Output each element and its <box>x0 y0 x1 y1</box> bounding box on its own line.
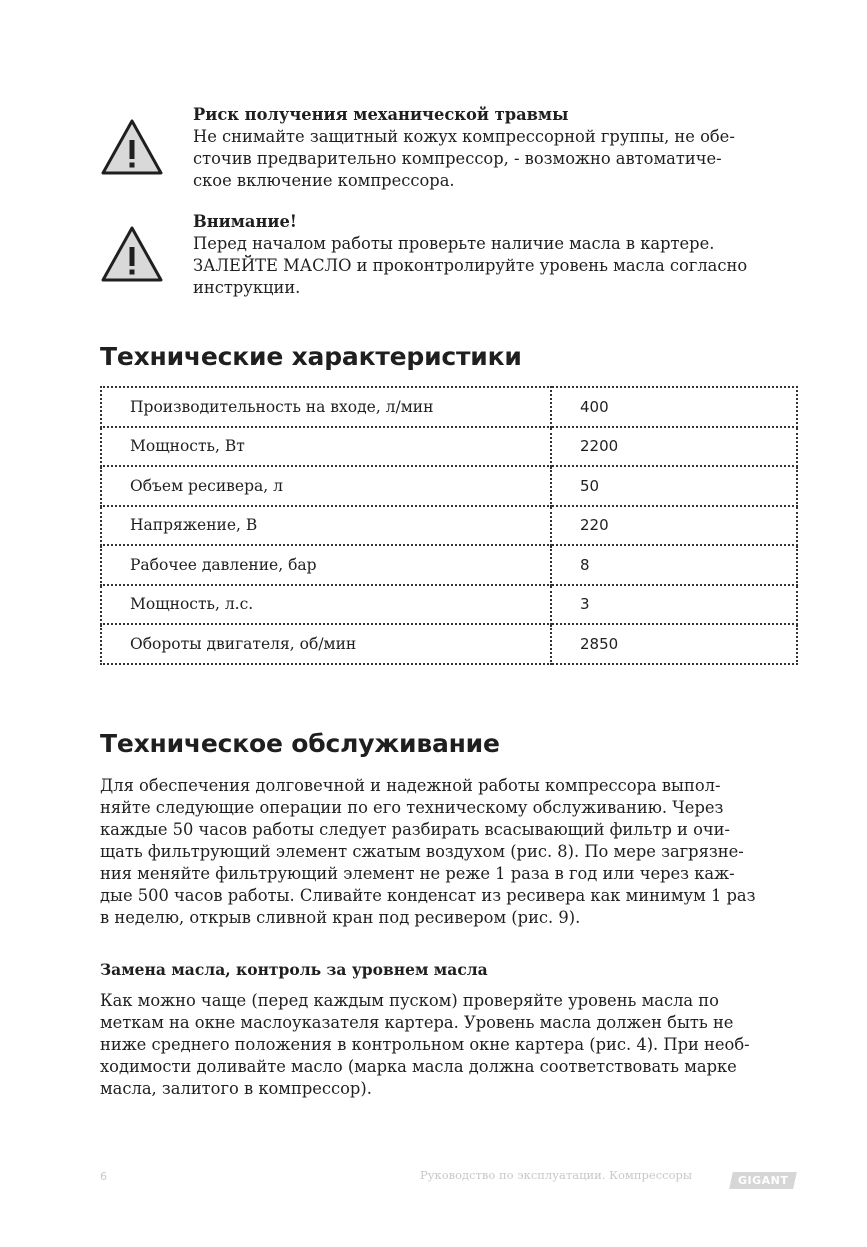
spec-value: 400 <box>551 387 797 427</box>
paragraph-line: меткам на окне маслоуказателя картера. Уровень масла должен быть не <box>100 1013 734 1032</box>
table-row <box>101 545 797 585</box>
paragraph-line: каждые 50 часов работы следует разбирать всасывающий фильтр и очи- <box>100 820 730 839</box>
spec-label: Напряжение, В <box>101 506 551 546</box>
spec-label: Объем ресивера, л <box>101 466 551 506</box>
spec-label: Производительность на входе, л/мин <box>101 387 551 427</box>
paragraph-line: ходимости доливайте масло (марка масла должна соответствовать марке <box>100 1057 737 1076</box>
warning-text <box>193 104 803 192</box>
spec-value: 2200 <box>551 427 797 467</box>
table-row <box>101 466 797 506</box>
paragraph-line: дые 500 часов работы. Сливайте конденсат из ресивера как минимум 1 раз <box>100 886 756 905</box>
spec-label: Мощность, л.с. <box>101 585 551 625</box>
table-row <box>101 427 797 467</box>
warning-line: Перед началом работы проверьте наличие масла в картере. <box>193 234 715 253</box>
oil-paragraph <box>100 990 800 1100</box>
paragraph-line: в неделю, открыв сливной кран под ресивером (рис. 9). <box>100 908 581 927</box>
paragraph-line: Как можно чаще (перед каждым пуском) проверяйте уровень масла по <box>100 991 719 1010</box>
spec-value: 220 <box>551 506 797 546</box>
warning-triangle-icon <box>100 225 164 283</box>
spec-value: 8 <box>551 545 797 585</box>
warning-line: инструкции. <box>193 278 301 297</box>
maintenance-heading: Техническое обслуживание <box>100 729 500 758</box>
brand-logo-text: GIGANT <box>737 1174 789 1187</box>
spec-value: 2850 <box>551 624 797 664</box>
table-row <box>101 624 797 664</box>
oil-subheading: Замена масла, контроль за уровнем масла <box>100 960 488 979</box>
specs-table <box>100 386 798 665</box>
specs-heading: Технические характеристики <box>100 342 522 371</box>
warning-triangle-icon <box>100 118 164 176</box>
table-row <box>101 387 797 427</box>
spec-label: Рабочее давление, бар <box>101 545 551 585</box>
paragraph-line: ниже среднего положения в контрольном окне картера (рис. 4). При необ- <box>100 1035 750 1054</box>
footer-title: Руководство по эксплуатации. Компрессоры <box>420 1168 693 1182</box>
warning-line: Не снимайте защитный кожух компрессорной группы, не обе- <box>193 127 735 146</box>
paragraph-line: няйте следующие операции по его техническому обслуживанию. Через <box>100 798 724 817</box>
page-number: 6 <box>100 1170 107 1183</box>
paragraph-line: щать фильтрующий элемент сжатым воздухом (рис. 8). По мере загрязне- <box>100 842 744 861</box>
warning-text <box>193 211 803 299</box>
warning-line: ское включение компрессора. <box>193 171 455 190</box>
brand-logo <box>729 1172 797 1189</box>
warning-line: сточив предварительно компрессор, - возможно автоматиче- <box>193 149 722 168</box>
spec-label: Обороты двигателя, об/мин <box>101 624 551 664</box>
warning-line: ЗАЛЕЙТЕ МАСЛО и проконтролируйте уровень масла согласно <box>193 256 748 275</box>
paragraph-line: масла, залитого в компрессор). <box>100 1079 372 1098</box>
maintenance-paragraph <box>100 775 800 929</box>
paragraph-line: ния меняйте фильтрующий элемент не реже 1 раза в год или через каж- <box>100 864 735 883</box>
table-row <box>101 585 797 625</box>
spec-value: 50 <box>551 466 797 506</box>
paragraph-line: Для обеспечения долговечной и надежной работы компрессора выпол- <box>100 776 721 795</box>
warning-title: Внимание! <box>193 212 297 231</box>
spec-label: Мощность, Вт <box>101 427 551 467</box>
table-row <box>101 506 797 546</box>
warning-title: Риск получения механической травмы <box>193 105 569 124</box>
spec-value: 3 <box>551 585 797 625</box>
